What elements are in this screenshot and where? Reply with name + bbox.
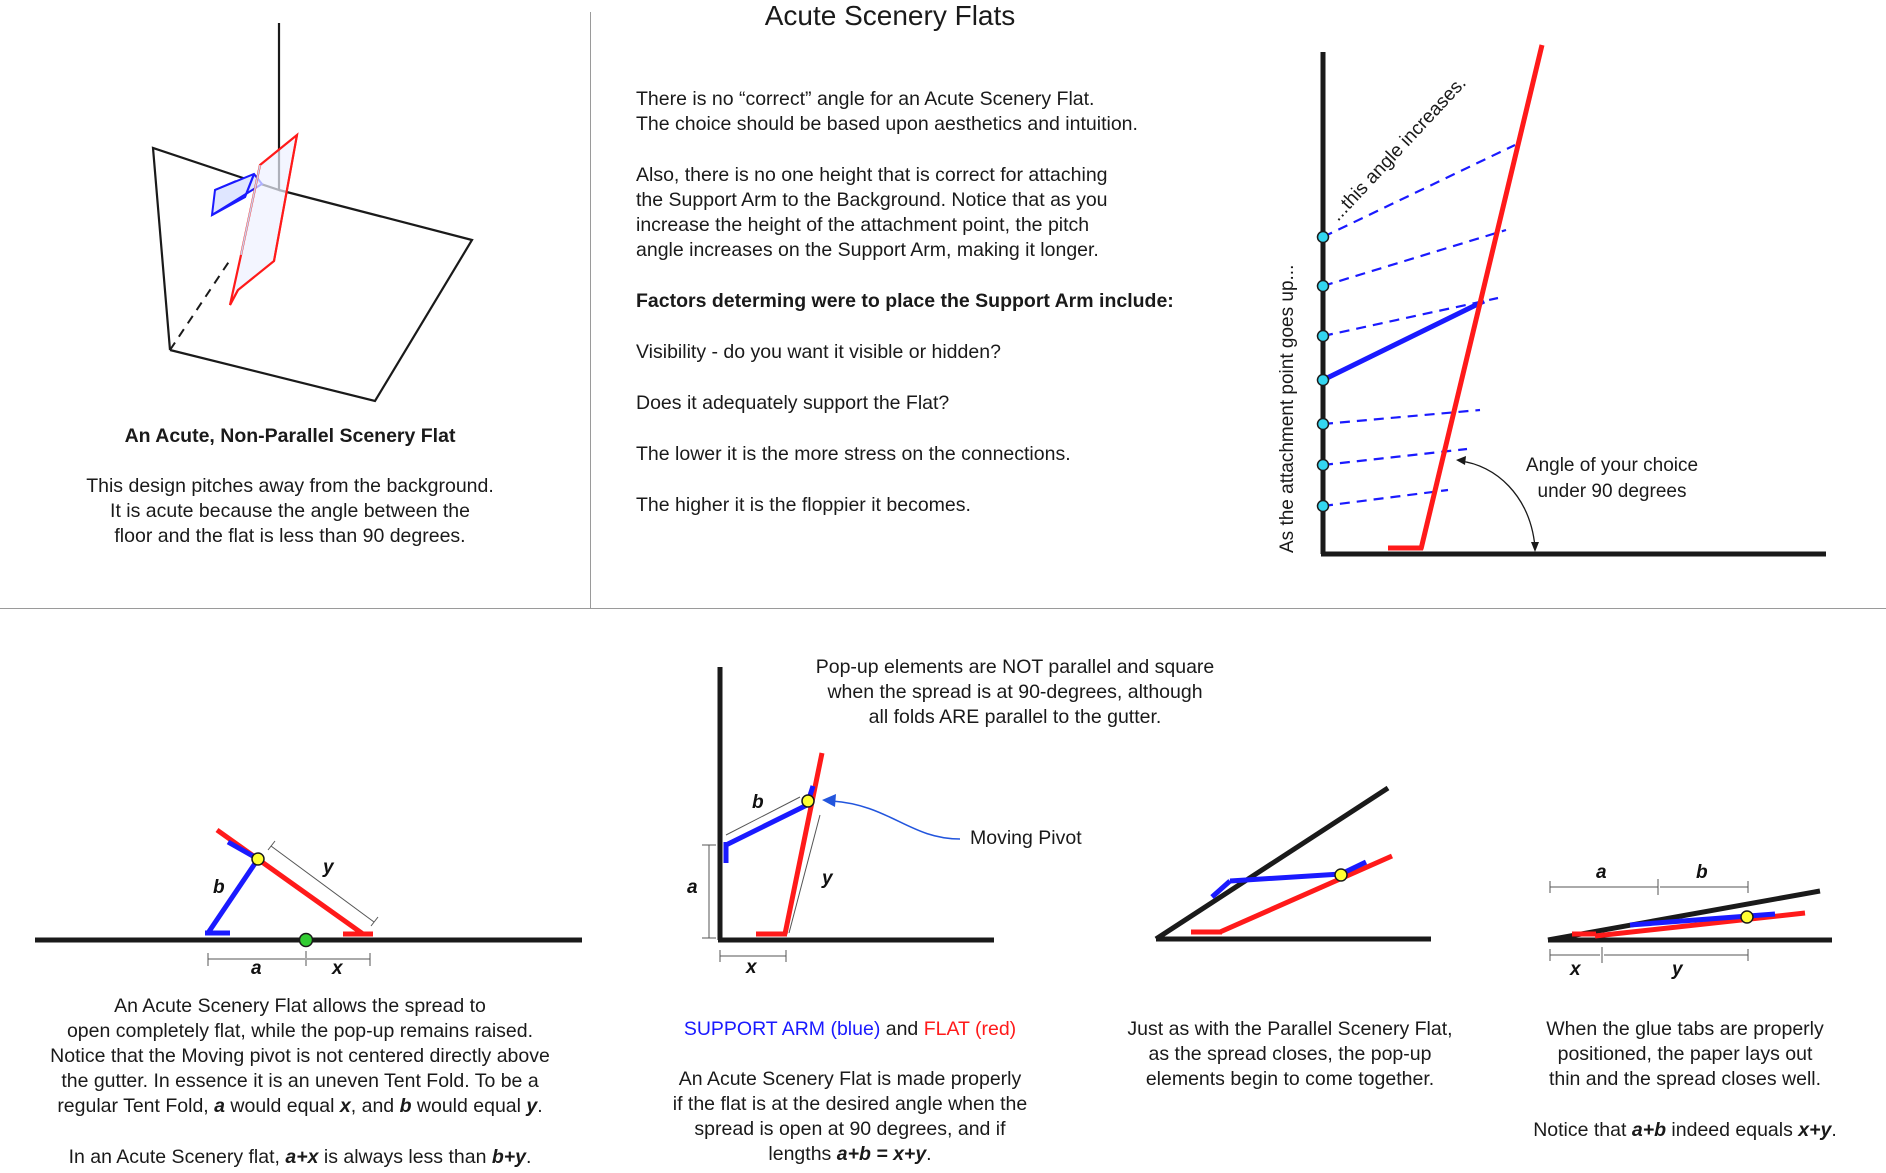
caption-line: An Acute Scenery Flat is made properly	[678, 1068, 1022, 1090]
description-line: It is acute because the angle between the	[110, 500, 470, 522]
moving-pivot	[1335, 869, 1347, 881]
caption-line: if the flat is at the desired angle when the	[672, 1093, 1028, 1115]
note-line: Pop-up elements are NOT parallel and square	[815, 656, 1215, 678]
text-span: .	[1831, 1119, 1837, 1141]
caption-line	[20, 1094, 580, 1119]
text-span: would equal	[411, 1095, 527, 1117]
dim-label-b: b	[1696, 862, 1708, 883]
factor-item: Visibility - do you want it visible or hidden?	[636, 341, 1001, 363]
angle-note-line: under 90 degrees	[1537, 481, 1687, 502]
attachment-point	[1318, 281, 1329, 292]
text-span: would equal	[224, 1095, 340, 1117]
legend-line	[640, 1017, 1060, 1042]
caption-line: Notice that the Moving pivot is not centered directly above	[50, 1045, 550, 1067]
angle-increases-label: ...this angle increases.	[1326, 72, 1471, 226]
caption-line: Just as with the Parallel Scenery Flat,	[1127, 1018, 1453, 1040]
bottom2-caption	[640, 1017, 1060, 1167]
dim-label-b: b	[752, 792, 764, 813]
text-span: .	[526, 1146, 532, 1168]
dim-label-y: y	[822, 868, 833, 889]
pivot-arrowhead	[822, 794, 836, 807]
gutter-point	[300, 934, 313, 947]
dim-label-a: a	[687, 877, 698, 898]
vertical-divider	[590, 12, 591, 608]
factor-item: The higher it is the floppier it becomes.	[636, 494, 971, 516]
bottom4-caption	[1510, 1017, 1860, 1143]
dim-label-a: a	[1596, 862, 1607, 883]
var-a-plus-b: a+b	[1631, 1119, 1666, 1141]
factor-item: Does it adequately support the Flat?	[636, 392, 950, 414]
support-arm-solid	[1323, 301, 1484, 380]
text-line: angle increases on the Support Arm, making it longer.	[636, 239, 1099, 261]
caption-line: as the spread closes, the pop-up	[1148, 1043, 1432, 1065]
acute-flat-3d-diagram	[140, 15, 490, 410]
note-line: when the spread is at 90-degrees, although	[827, 681, 1203, 703]
note-line: all folds ARE parallel to the gutter.	[868, 706, 1162, 728]
page-title: Acute Scenery Flats	[764, 0, 1016, 31]
description-line: floor and the flat is less than 90 degrees.	[114, 525, 466, 547]
caption-line: thin and the spread closes well.	[1548, 1068, 1822, 1090]
vertical-label: As the attachment point goes up...	[1277, 264, 1298, 553]
caption-line: An Acute Scenery Flat allows the spread to	[114, 995, 486, 1017]
caption-line: When the glue tabs are properly	[1546, 1018, 1824, 1040]
moving-pivot-label: Moving Pivot	[970, 827, 1082, 849]
nearly-closed-diagram	[1540, 855, 1840, 985]
dim-label-y: y	[1672, 959, 1683, 980]
open-flat-diagram	[25, 815, 595, 985]
top-middle-text	[636, 87, 1216, 518]
dim-label-x: x	[332, 958, 343, 979]
dim-label-y: y	[323, 857, 334, 878]
text-span: , and	[350, 1095, 400, 1117]
caption-line: the gutter. In essence it is an uneven Tent Fold. To be a	[61, 1070, 539, 1092]
caption-line: spread is open at 90 degrees, and if	[694, 1118, 1006, 1140]
horizontal-divider	[0, 608, 1886, 609]
text-span: .	[537, 1095, 543, 1117]
text-span: and	[880, 1018, 924, 1040]
var-y: y	[526, 1095, 538, 1117]
text-span: indeed equals	[1666, 1119, 1799, 1141]
description-line: This design pitches away from the background.	[86, 475, 494, 497]
caption-line	[1510, 1118, 1860, 1143]
caption-line	[640, 1142, 1060, 1167]
moving-pivot	[802, 795, 814, 807]
caption-line: elements begin to come together.	[1145, 1068, 1435, 1090]
caption-line: open completely flat, while the pop-up remains raised.	[66, 1020, 534, 1042]
dashed-arm	[1323, 230, 1506, 286]
dashed-arm	[1323, 490, 1448, 506]
moving-pivot	[1741, 911, 1753, 923]
text-line: There is no “correct” angle for an Acute Scenery Flat.	[636, 88, 1095, 110]
attachment-point	[1318, 331, 1329, 342]
hidden-fold-line	[170, 260, 230, 350]
flat-line	[1220, 856, 1392, 932]
pivot-pointer	[832, 801, 960, 839]
angle-note-line: Angle of your choice	[1525, 455, 1699, 476]
attachment-height-diagram	[1270, 35, 1830, 565]
var-x: x	[339, 1095, 351, 1117]
dashed-arm	[1323, 410, 1480, 424]
text-span: In an Acute Scenery flat,	[68, 1146, 286, 1168]
flat-line	[785, 753, 822, 934]
attachment-point	[1318, 419, 1329, 430]
attachment-point	[1318, 375, 1329, 386]
closing-page-line	[1156, 788, 1388, 939]
pivot-note	[780, 655, 1250, 730]
var-a: a	[214, 1095, 225, 1117]
flat-3d	[230, 135, 297, 305]
support-arm	[1230, 874, 1341, 881]
var-x-plus-y: x+y	[1798, 1119, 1832, 1141]
dim-label-x: x	[1570, 959, 1581, 980]
attachment-point	[1318, 232, 1329, 243]
var-b: b	[399, 1095, 412, 1117]
top-left-heading: An Acute, Non-Parallel Scenery Flat	[124, 425, 456, 447]
bottom1-caption	[20, 994, 580, 1170]
dim-label-a: a	[251, 958, 262, 979]
moving-pivot	[252, 853, 264, 865]
equation: a+b = x+y	[836, 1143, 927, 1165]
angle-arrowhead	[1456, 456, 1466, 465]
text-line: the Support Arm to the Background. Notice that as you	[636, 189, 1108, 211]
text-span: is always less than	[318, 1146, 492, 1168]
support-arm-legend: SUPPORT ARM (blue)	[683, 1018, 881, 1040]
factors-heading: Factors determing were to place the Support Arm include:	[636, 290, 1174, 312]
angle-arrowhead	[1531, 542, 1539, 552]
flat-legend: FLAT (red)	[923, 1018, 1017, 1040]
text-span: Notice that	[1533, 1119, 1632, 1141]
dim-label-x: x	[746, 957, 757, 978]
dim-label-b: b	[213, 877, 225, 898]
text-line: increase the height of the attachment point, the pitch	[636, 214, 1090, 236]
top-left-description	[40, 474, 540, 549]
var-a-plus-x: a+x	[285, 1146, 319, 1168]
text-span: regular Tent Fold,	[57, 1095, 215, 1117]
attachment-point	[1318, 460, 1329, 471]
bottom3-caption	[1110, 1017, 1470, 1092]
text-line: The choice should be based upon aesthetics and intuition.	[636, 113, 1138, 135]
text-span: .	[926, 1143, 932, 1165]
var-b-plus-y: b+y	[491, 1146, 526, 1168]
attachment-point	[1318, 501, 1329, 512]
angle-arc	[1460, 461, 1535, 547]
closing-spread-diagram	[1148, 780, 1438, 950]
caption-line: positioned, the paper lays out	[1557, 1043, 1813, 1065]
text-span: lengths	[768, 1143, 837, 1165]
text-line: Also, there is no one height that is correct for attaching	[636, 164, 1108, 186]
support-arm	[726, 805, 807, 845]
factor-item: The lower it is the more stress on the connections.	[636, 443, 1071, 465]
caption-line	[20, 1145, 580, 1170]
